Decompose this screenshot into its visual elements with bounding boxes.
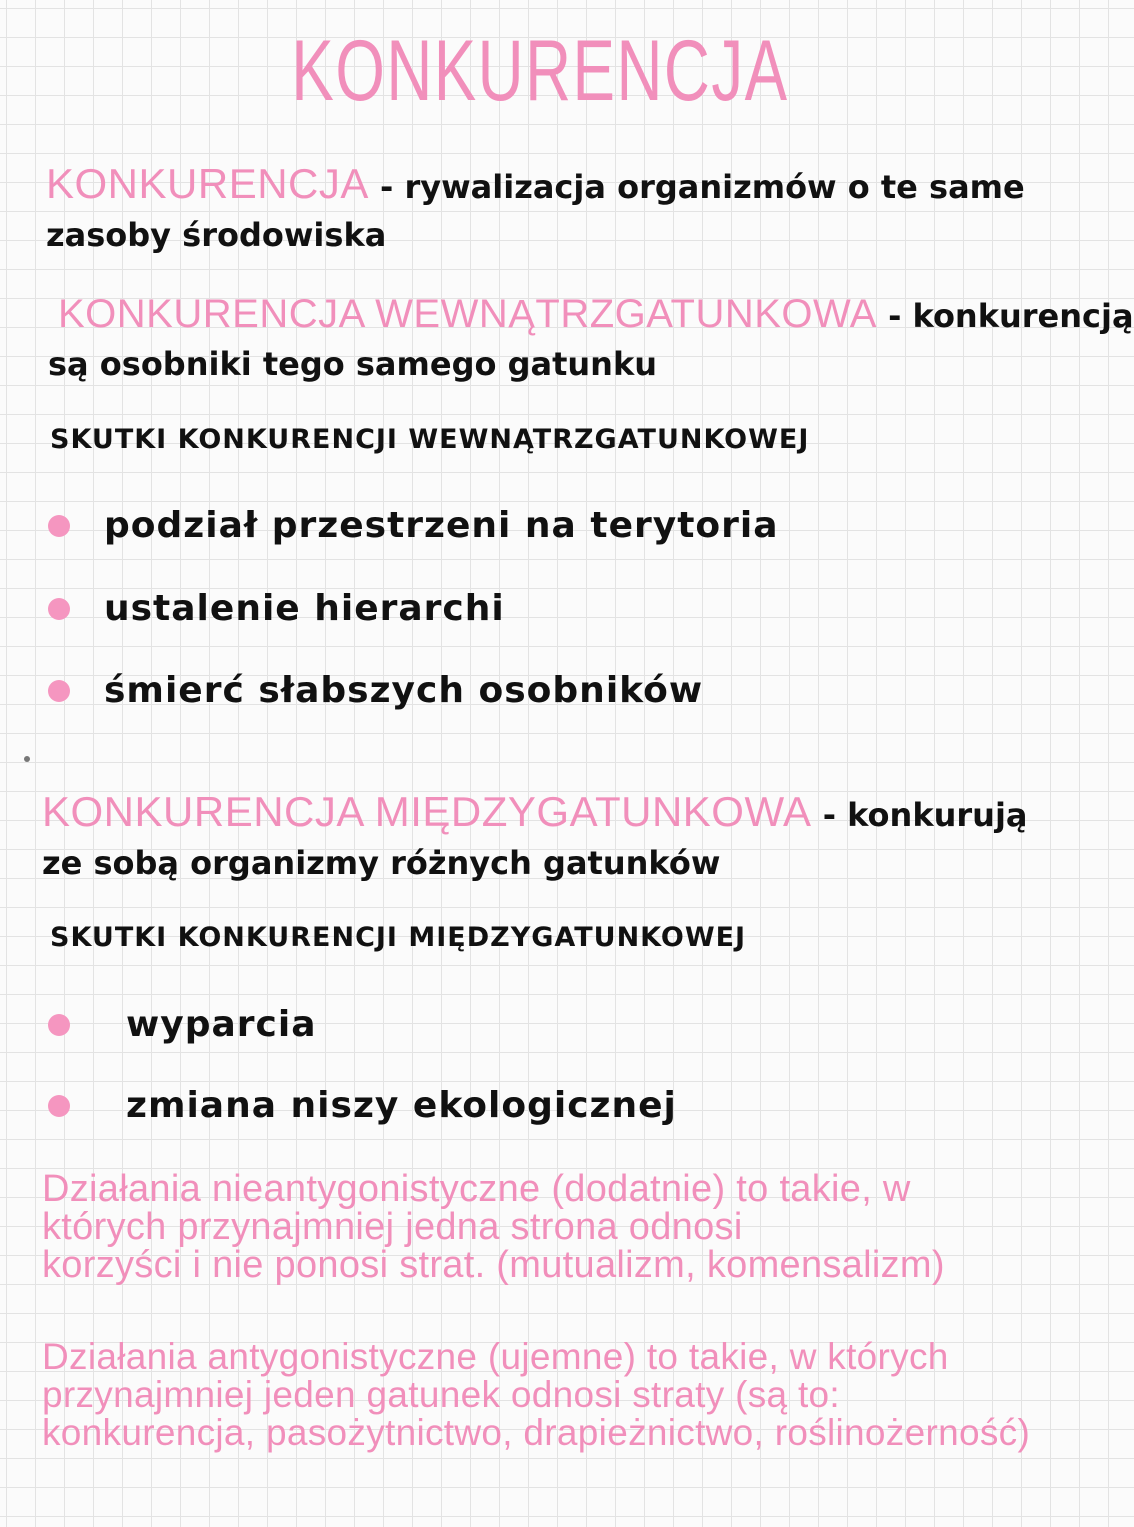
antagonistic-line-2: przynajmniej jeden gatunek odnosi straty (są to:: [42, 1374, 840, 1415]
non-antagonistic-line-2: których przynajmniej jedna strona odnosi: [42, 1206, 743, 1248]
inter-line-2: ze sobą organizmy różnych gatunków: [42, 844, 721, 882]
intra-effect-item: [48, 505, 779, 546]
intra-block: [48, 290, 1134, 388]
bullet-icon: [48, 1014, 70, 1036]
bullet-icon: [48, 1095, 70, 1117]
definition-separator: -: [368, 168, 405, 206]
stray-ink-mark: [24, 756, 30, 762]
definition-term: KONKURENCJA: [46, 160, 369, 207]
non-antagonistic-line-3: korzyści i nie ponosi strat. (mutualizm, komensalizm): [42, 1244, 945, 1286]
intra-separator: -: [876, 297, 913, 335]
inter-effect-item: [48, 1004, 317, 1045]
inter-effect-text: zmiana niszy ekologicznej: [126, 1085, 677, 1126]
intra-term: KONKURENCJA WEWNĄTRZGATUNKOWA: [58, 292, 877, 336]
inter-separator: -: [811, 796, 848, 834]
definition-block: [46, 160, 1026, 259]
bullet-icon: [48, 515, 70, 537]
definition-text-1: rywalizacja organizmów o te same: [404, 168, 1025, 206]
intra-line-2: są osobniki tego samego gatunku: [48, 345, 658, 383]
antagonistic-line-1: Działania antygonistyczne (ujemne) to takie, w których: [42, 1336, 949, 1377]
intra-effect-item: [48, 670, 703, 711]
inter-term: KONKURENCJA MIĘDZYGATUNKOWA: [42, 788, 812, 835]
intra-line-1: [58, 290, 1134, 340]
inter-effect-text: wyparcia: [126, 1004, 317, 1045]
inter-block: [42, 788, 1028, 887]
bullet-icon: [48, 598, 70, 620]
non-antagonistic-note: [42, 1170, 1052, 1284]
definition-line-2: zasoby środowiska: [46, 216, 387, 254]
page-title: KONKURENCJA: [291, 23, 789, 119]
bullet-icon: [48, 680, 70, 702]
antagonistic-note: [42, 1338, 1052, 1452]
intra-effect-text: podział przestrzeni na terytoria: [104, 505, 779, 546]
intra-effects-heading: SKUTKI KONKURENCJI WEWNĄTRZGATUNKOWEJ: [50, 424, 810, 455]
inter-effect-item: [48, 1085, 677, 1126]
intra-effect-text: ustalenie hierarchi: [104, 588, 505, 629]
inter-text-1: konkurują: [847, 796, 1028, 834]
inter-effects-heading: SKUTKI KONKURENCJI MIĘDZYGATUNKOWEJ: [50, 922, 747, 953]
intra-text-1: konkurencją: [912, 297, 1134, 335]
definition-line-1: [46, 160, 1026, 211]
non-antagonistic-line-1: Działania nieantygonistyczne (dodatnie) to takie, w: [42, 1168, 911, 1210]
inter-line-1: [42, 788, 1028, 839]
intra-effect-text: śmierć słabszych osobników: [104, 670, 704, 711]
intra-effect-item: [48, 588, 505, 629]
antagonistic-line-3: konkurencja, pasożytnictwo, drapieżnictwo, roślinożerność): [42, 1412, 1031, 1453]
